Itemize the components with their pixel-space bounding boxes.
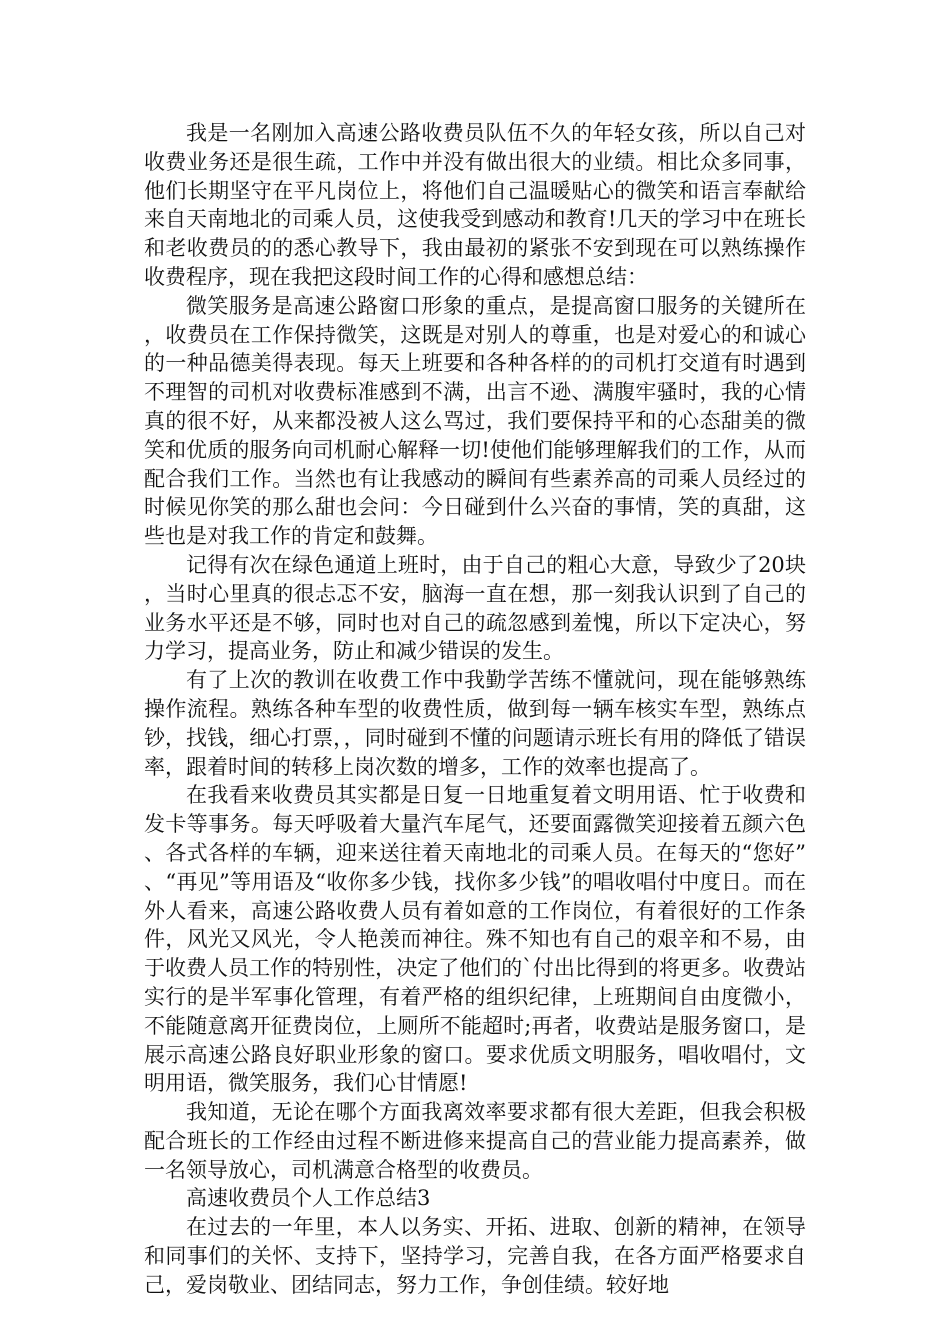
paragraph-smile-service: 微笑服务是高速公路窗口形象的重点，是提高窗口服务的关键所在，收费员在工作保持微笑，这既是对别人的尊重，也是对爱心的和诚心的一种品德美得表现。每天上班要和各种各样的的司机打交道有时遇到不理智的司机对收费标准感到不满，出言不逊、满腹牢骚时，我的心情真的很不好，从来都没被人这么骂过，我们要保持平和的心态甜美的微笑和优质的服务向司机耐心解释一切!使他们能够理解我们的工作，从而配合我们工作。当然也有让我感动的瞬间有些素养高的司乘人员经过的时候见你笑的那么甜也会问：今日碰到什么兴奋的事情，笑的真甜，这些也是对我工作的肯定和鼓舞。: [144, 293, 806, 549]
paragraph-daily-work: 在我看来收费员其实都是日复一日地重复着文明用语、忙于收费和发卡等事务。每天呼吸着大量汽车尾气，还要面露微笑迎接着五颜六色、各式各样的车辆，迎来送往着天南地北的司乘人员。在每天的“您好”、“再见”等用语及“收你多少钱，找你多少钱”的唱收唱付中度日。而在外人看来，高速公路收费人员有着如意的工作岗位，有着很好的工作条件，风光又风光，令人艳羡而神往。殊不知也有自己的艰辛和不易，由于收费人员工作的特别性，决定了他们的`付出比得到的将更多。收费站实行的是半军事化管理，有着严格的组织纪律，上班期间自由度微小，不能随意离开征费岗位，上厕所不能超时;再者，收费站是服务窗口，是展示高速公路良好职业形象的窗口。要求优质文明服务，唱收唱付，文明用语，微笑服务，我们心甘情愿!: [144, 783, 806, 1096]
paragraph-conclusion: 我知道，无论在哪个方面我离效率要求都有很大差距，但我会积极配合班长的工作经由过程不断进修来提高自己的营业能力提高素养，做一名领导放心，司机满意合格型的收费员。: [144, 1100, 806, 1182]
paragraph-green-channel: 记得有次在绿色通道上班时，由于自己的粗心大意，导致少了20块，当时心里真的很忐忑不安，脑海一直在想，那一刻我认识到了自己的业务水平还是不够，同时也对自己的疏忽感到羞愧，所以下定决心，努力学习，提高业务，防止和减少错误的发生。: [144, 552, 806, 664]
paragraph-lesson: 有了上次的教训在收费工作中我勤学苦练不懂就问，现在能够熟练操作流程。熟练各种车型的收费性质，做到每一辆车核实车型，熟练点钞，找钱，细心打票，，同时碰到不懂的问题请示班长有用的降低了错误率，跟着时间的转移上岗次数的增多，工作的效率也提高了。: [144, 668, 806, 779]
paragraph-past-year: 在过去的一年里，本人以务实、开拓、进取、创新的精神，在领导和同事们的关怀、支持下，坚持学习，完善自我，在各方面严格要求自己，爱岗敬业、团结同志，努力工作，争创佳绩。较好地: [144, 1215, 806, 1297]
document-body: [144, 119, 806, 1300]
section-heading: 高速收费员个人工作总结3: [186, 1186, 431, 1211]
paragraph-intro: 我是一名刚加入高速公路收费员队伍不久的年轻女孩，所以自己对收费业务还是很生疏，工作中并没有做出很大的业绩。相比众多同事，他们长期坚守在平凡岗位上，将他们自己温暖贴心的微笑和语言奉献给来自天南地北的司乘人员，这使我受到感动和教育!几天的学习中在班长和老收费员的的悉心教导下，我由最初的紧张不安到现在可以熟练操作收费程序，现在我把这段时间工作的心得和感想总结：: [144, 121, 806, 289]
